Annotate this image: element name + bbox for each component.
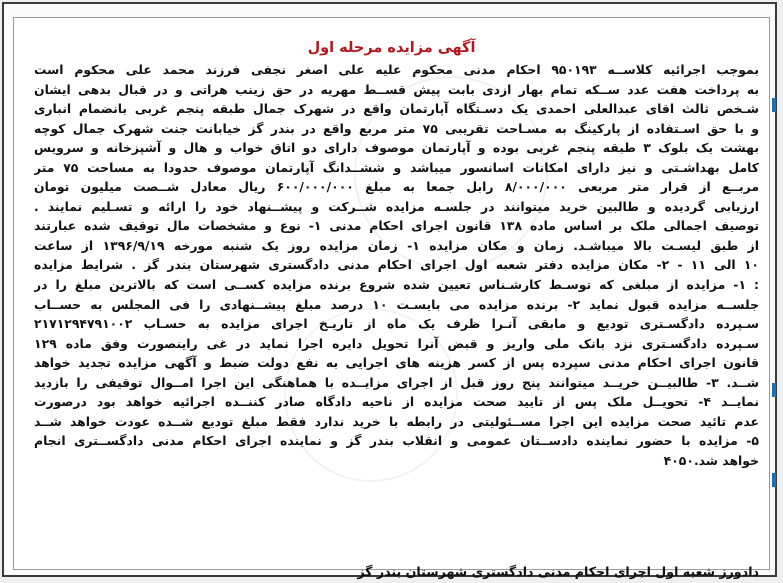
notice-signature: دادورز شعبه اول اجرای احکام مدنی دادگستری شهرستان بندر گز	[357, 564, 759, 579]
notice-line: کامل بهداشـتی و نیز دارای امکانات اسانسور میباشد و ششــدانگ آپارتمان موصوف حدودا به مساحت ۷۵ متر	[34, 159, 759, 175]
notice-frame	[2, 2, 777, 577]
notice-line: خواهد شد.۴۰۵۰	[663, 452, 759, 468]
notice-line: قانون اجرای احکام مدنی سپرده پس از کسر هزینه های اجرایی به نفع دولت ضبط و آگهی مزایده تجدید خواهد	[34, 355, 759, 371]
notice-line: شـخص ثالث اقای عبدالعلی احمدی یک دسـتگاه آپارتمان واقع در شهرک جمال طبقه پنجم غربی بانضمام انباری	[34, 101, 759, 117]
edge-mark	[772, 473, 776, 487]
right-edge-marks	[772, 18, 776, 569]
notice-line: : ۱- مزایده از مبلغی که توسـط کارشـناس تعیین شده شروع برنده مزایده کســی است که بالاترین مبلغ را در	[34, 277, 759, 293]
notice-line: سـپرده دادگسـتری نزد بانک ملی واریز و قبض آنرا تحویل دایره اجرا نماید در غی راینصورت وفق ماده ۱۲۹	[34, 335, 759, 351]
edge-mark	[772, 98, 776, 112]
edge-mark	[772, 383, 776, 397]
notice-line: به پرداخت هفت عدد ســکه تمام بهار ازدی بابت پیش قســط مهریه در حق زینب هراتی و در قبال بدهی ایشان	[34, 81, 759, 97]
notice-line: مربــع از قرار متر مربعی ۸/۰۰۰/۰۰۰ رابل جمعا به مبلغ ۶۰۰/۰۰۰/۰۰۰ ریال معادل شــصت میلیون تومان	[34, 179, 759, 195]
notice-line: بهشت یک بلوک ۳ طبقه پنجم غربی بوده و آپارتمان موصوف دارای دو اتاق خواب و هال و آشپزخانه و سرویس	[34, 140, 759, 156]
notice-line: شــد. ۳- طالبیــن خریــد میتوانند پنج روز قبل از اجرای مزایــده با هماهنگی این اجرا امــوال توقیفی را بازدید	[34, 374, 759, 390]
notice-line: ارزیابی گردیده و طالبین خرید میتوانند در جلسـه مزایده شــرکت و پیشــنهاد خود را ارائه و تسـلیم نمایند .	[34, 198, 759, 214]
notice-line: و با حق اسـتفاده از پارکینگ به مسـاحت تقریبی ۷۵ متر مربع واقع در بندر گز خیابانت جنت شهرک جمال کوچه	[34, 120, 759, 136]
notice-line: عدم تائید صحت مزایده این اجرا مســئولیتی در رابطه با خرید ندارد فقط مبلغ تودیع شــده عودت خواهد شــد	[34, 413, 759, 429]
notice-panel	[13, 17, 770, 579]
notice-line: جلســه مزایده قبول نماید ۲- برنده مزایده می بایسـت ۱۰ درصد مبلغ پیشــنهادی را فی المجلس به حســاب	[34, 296, 759, 312]
notice-line: سـپرده دادگسـتری تودیع و مابقی آنـرا ظرف یک ماه از تاریـخ اجرای مزایده به حسـاب ۲۱۷۱۲۹۴۷۹۱۰۰۲	[34, 316, 759, 332]
notice-line: از طبق لیسـت بالا میباشـد. زمان و مکان مزایده ۱- زمان مزایده روز یک شنبه مورخه ۱۳۹۶/۹/۱۹ از ساعت	[34, 237, 759, 253]
notice-title: آگهی مزایده مرحله اول	[307, 40, 476, 56]
notice-line: نمایــد ۴- تحویــل ملک پس از تایید صحت مزایده از ناحیه دادگاه صادر کننــده اجرائیه خواهد بود درصورت	[34, 394, 759, 410]
notice-line: ۱۰ الی ۱۱ - ۲- مکان مزایده دفتر شعبه اول اجرای احکام مدنی دادگستری شهرستان بندر گز . شرایط مزایده	[34, 257, 759, 273]
notice-line: ۵- مزایده با حضور نماینده دادســتان عمومی و انقلاب بندر گز و نماینده اجرای احکام مدنی دادگســتری انجام	[34, 433, 759, 449]
notice-line: بموجب اجرائیه کلاســه ۹۵۰۱۹۳ احکام مدنی محکوم علیه علی اصغر نجفی فرزند محمد علی محکوم است	[34, 62, 759, 77]
notice-line: توصیف اجمالی ملک بر اساس ماده ۱۳۸ قانون اجرای احکام مدنی ۱- نوع و مشخصات مال توقیف شده عبارتند	[34, 218, 759, 234]
notice-body	[34, 60, 759, 470]
